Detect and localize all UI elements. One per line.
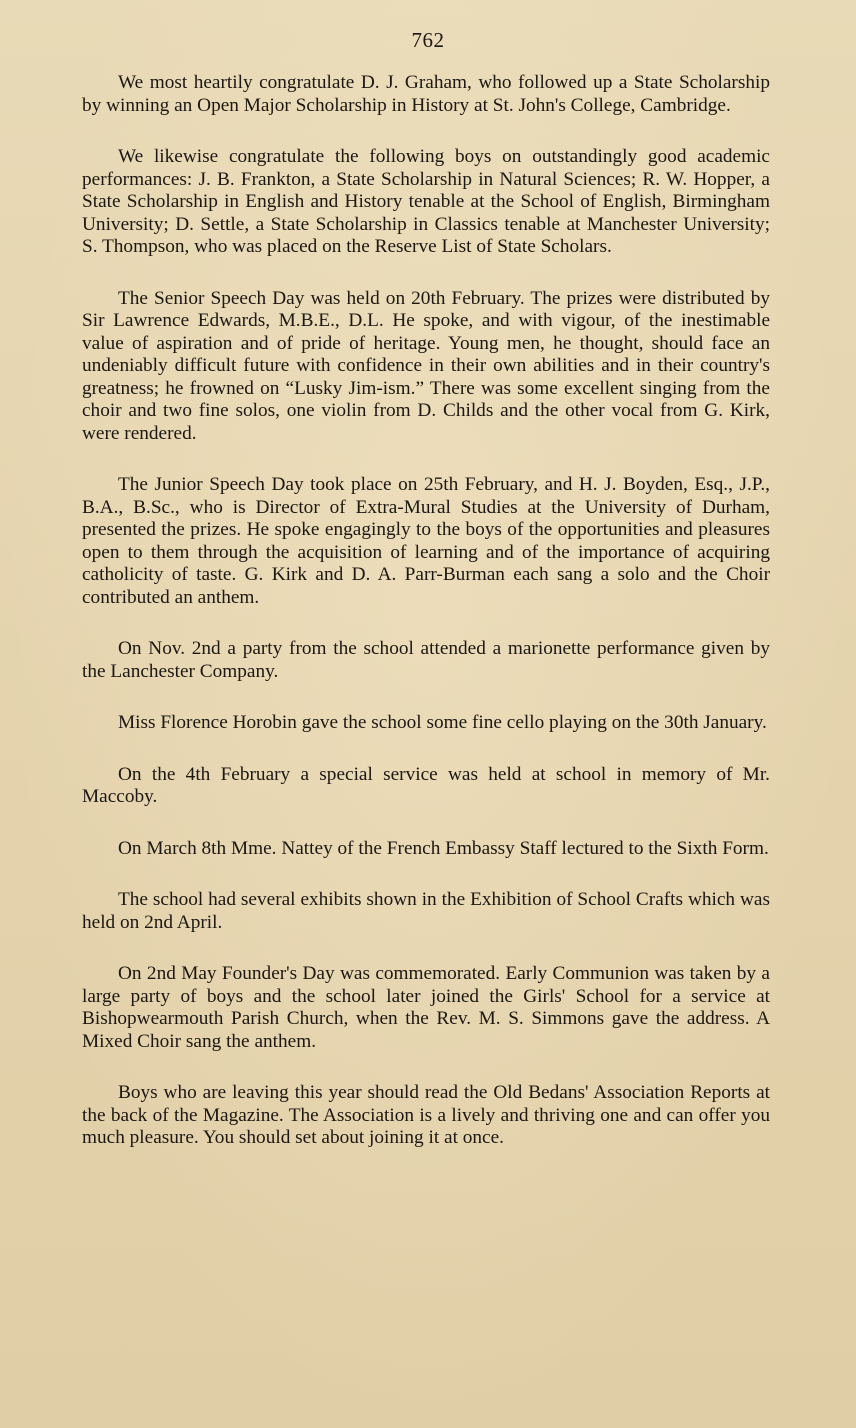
page-number: 762: [411, 28, 445, 52]
paragraph-school-crafts-exhibition: The school had several exhibits shown in the Exhibition of School Crafts which was held on 2nd April.: [82, 889, 770, 933]
paragraph-marionette-performance: On Nov. 2nd a party from the school attended a marionette performance given by the Lanchester Company.: [82, 638, 770, 682]
paragraph-cello-playing: Miss Florence Horobin gave the school some fine cello playing on the 30th January.: [118, 712, 767, 733]
paragraph-academic-performances: We likewise congratulate the following boys on outstandingly good academic performances: J. B. Frankton, a State Scholarship in Natural Sciences; R. W. Hopper, a State Scholarship in English and History tenable at the School of English, Birmingham University; D. Settle, a State Scholarship in Classics tenable at Manchester University; S. Thompson, who was placed on the Reserve List of State Scholars.: [82, 146, 770, 257]
paragraph-founders-day: On 2nd May Founder's Day was commemorated. Early Communion was taken by a large party of boys and the school later joined the Girls' School for a service at Bishopwearmouth Parish Church, when the Rev. M. S. Simmons gave the address. A Mixed Choir sang the anthem.: [82, 963, 770, 1052]
page-body: [82, 72, 770, 1179]
paragraph-graham-scholarship: We most heartily congratulate D. J. Graham, who followed up a State Scholarship by winning an Open Major Scholarship in History at St. John's College, Cambridge.: [82, 72, 770, 116]
paragraph-junior-speech-day: The Junior Speech Day took place on 25th February, and H. J. Boyden, Esq., J.P., B.A., B.Sc., who is Director of Extra-Mural Studies at the University of Durham, presented the prizes. He spoke engagingly to the boys of the opportunities and pleasures open to them through the acquisition of learning and of the importance of acquiring catholicity of taste. G. Kirk and D. A. Parr-Burman each sang a solo and the Choir contributed an anthem.: [82, 474, 770, 608]
paragraph-old-bedans-association: Boys who are leaving this year should read the Old Bedans' Association Reports at the back of the Magazine. The Association is a lively and thriving one and can offer you much pleasure. You should set about joining it at once.: [82, 1082, 770, 1148]
paragraph-senior-speech-day: The Senior Speech Day was held on 20th February. The prizes were distributed by Sir Lawrence Edwards, M.B.E., D.L. He spoke, and with vigour, of the inestimable value of aspiration and of pride of heritage. Young men, he thought, should face an undeniably difficult future with confidence in their own abilities and in their country's greatness; he frowned on “Lusky Jim-ism.” There was some excellent singing from the choir and two fine solos, one violin from D. Childs and the other vocal from G. Kirk, were rendered.: [82, 287, 770, 444]
paragraph-french-embassy-lecture: On March 8th Mme. Nattey of the French Embassy Staff lectured to the Sixth Form.: [118, 837, 769, 859]
paragraph-memorial-service: On the 4th February a special service was held at school in memory of Mr. Maccoby.: [82, 763, 770, 807]
